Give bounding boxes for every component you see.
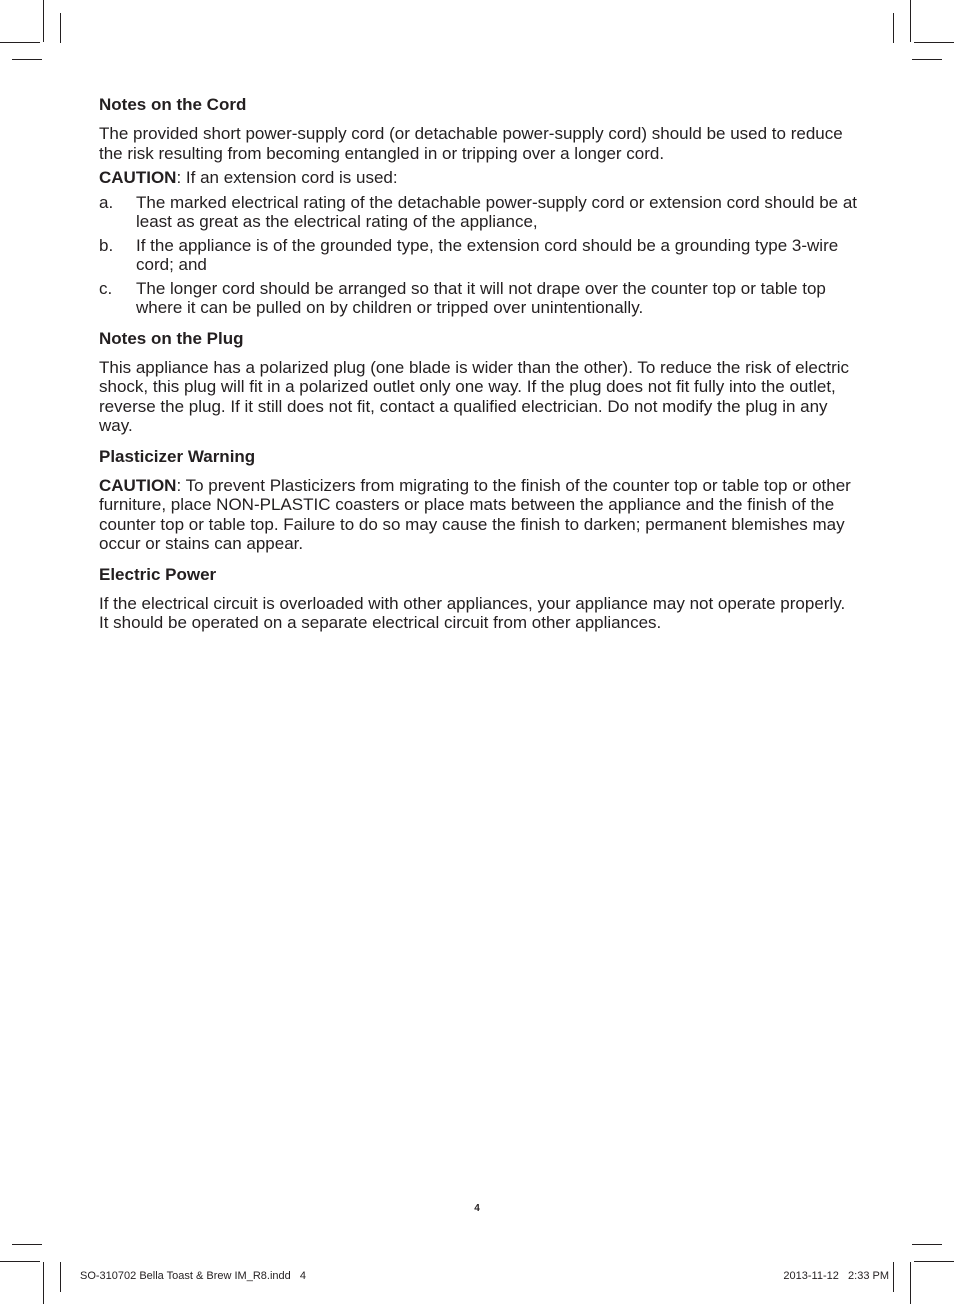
list-marker: a. (99, 192, 114, 212)
section-heading: Notes on the Cord (99, 95, 247, 114)
section-electric-power (99, 565, 859, 633)
section-heading: Electric Power (99, 564, 217, 584)
crop-mark (914, 42, 954, 43)
caution-note (99, 476, 859, 554)
crop-mark (912, 1244, 942, 1245)
section-heading: Plasticizer Warning (99, 446, 256, 466)
crop-mark (60, 1262, 61, 1292)
list-item (99, 279, 859, 318)
section-plasticizer (99, 447, 859, 554)
caution-text: : To prevent Plasticizers from migrating to the finish of the counter top or table top or other furniture, place NON-PLASTIC coasters or place mats between the appliance and the finish of the counter top or table top. Failure to do so may cause the finish to darken; permanent blemishes may occur or stains can appear. (99, 475, 851, 553)
crop-mark (12, 59, 42, 60)
caution-label: CAUTION (99, 475, 177, 495)
slug-file-name: SO-310702 Bella Toast & Brew IM_R8.indd 4 (80, 1270, 307, 1282)
list-marker: b. (99, 235, 114, 255)
crop-mark (893, 13, 894, 43)
page-content (99, 95, 859, 644)
crop-mark (914, 1261, 954, 1262)
section-heading: Notes on the Plug (99, 328, 244, 348)
list-item (99, 236, 859, 275)
list-item-text: The marked electrical rating of the detachable power-supply cord or extension cord should be at least as great as the electrical rating of the appliance, (136, 192, 858, 231)
crop-mark (0, 42, 40, 43)
caution-text: : If an extension cord is used: (176, 168, 398, 187)
crop-mark (893, 1262, 894, 1292)
crop-mark (0, 1261, 40, 1262)
crop-mark (60, 13, 61, 43)
crop-mark (43, 0, 44, 42)
section-cord (99, 95, 859, 318)
cord-requirements-list (99, 193, 859, 318)
section-paragraph: The provided short power-supply cord (or detachable power-supply cord) should be used to reduce the risk resulting from becoming entangled in or tripping over a longer cord. (99, 124, 843, 163)
section-paragraph: If the electrical circuit is overloaded with other appliances, your appliance may not operate properly. It should be operated on a separate electrical circuit from other appliances. (99, 593, 846, 632)
crop-mark (910, 0, 911, 42)
page-number: 4 (474, 1203, 480, 1214)
list-marker: c. (99, 278, 113, 298)
crop-mark (12, 1244, 42, 1245)
crop-mark (43, 1262, 44, 1304)
section-paragraph: This appliance has a polarized plug (one blade is wider than the other). To reduce the risk of electric shock, this plug will fit in a polarized outlet only one way. If the plug does not fit fully into the outlet, reverse the plug. If it still does not fit, contact a qualified electrician. Do not modify the plug in any way. (99, 357, 850, 435)
caution-label: CAUTION (99, 168, 177, 187)
list-item-text: If the appliance is of the grounded type, the extension cord should be a grounding type 3-wire cord; and (136, 235, 839, 274)
slug-datetime: 2013-11-12 2:33 PM (783, 1270, 889, 1282)
crop-mark (910, 1262, 911, 1304)
list-item (99, 193, 859, 232)
caution-note (99, 168, 859, 188)
section-plug (99, 329, 859, 436)
list-item-text: The longer cord should be arranged so that it will not drape over the counter top or table top where it can be pulled on by children or tripped over unintentionally. (136, 278, 826, 317)
crop-mark (912, 59, 942, 60)
